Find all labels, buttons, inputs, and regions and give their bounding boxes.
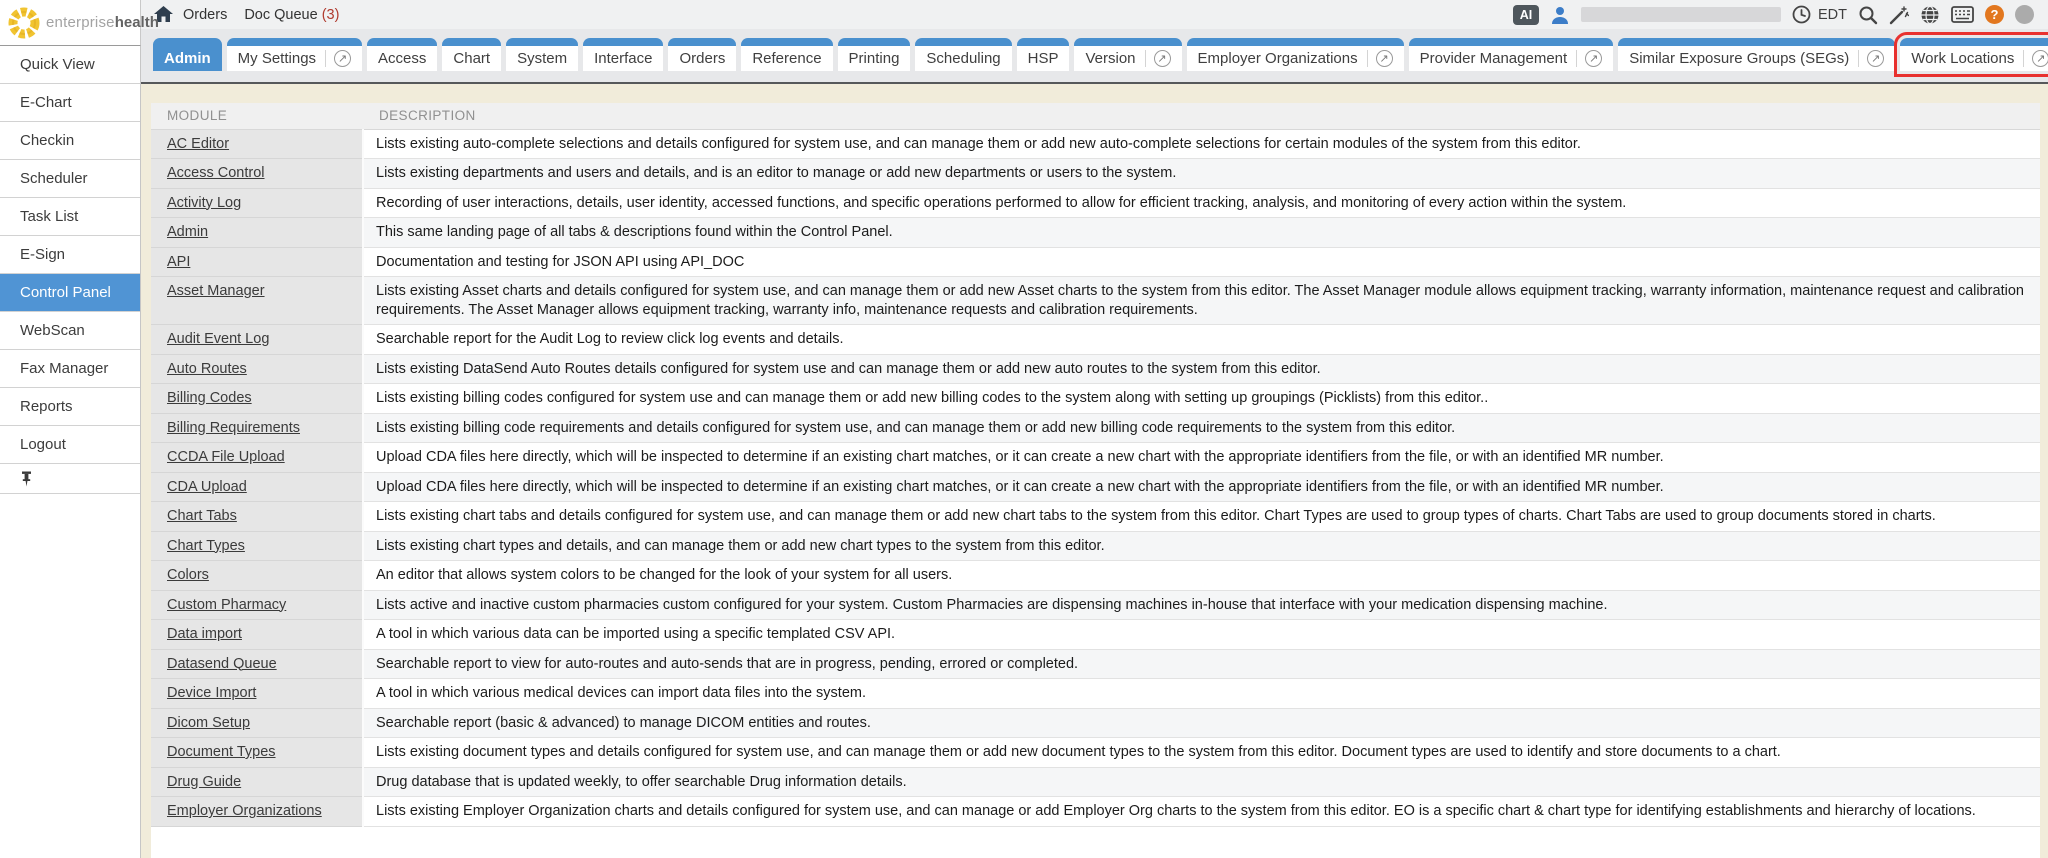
popout-arrow-icon[interactable]: ↗ <box>1376 50 1393 67</box>
table-header-row <box>151 103 2040 129</box>
module-description: Lists active and inactive custom pharmacies custom configured for your system. Custom Pharmacies are dispensing machines in-house that interface with your medication dispensing machine. <box>363 590 2040 620</box>
pin-icon <box>20 471 33 487</box>
module-cell <box>151 277 363 325</box>
clock-icon[interactable] <box>1792 5 1811 24</box>
tab-separator <box>1576 50 1577 67</box>
tab-reference[interactable] <box>741 38 832 71</box>
tab-label: Printing <box>848 50 900 67</box>
module-description: A tool in which various medical devices can import data files into the system. <box>363 679 2040 709</box>
module-description: Lists existing chart types and details, and can manage them or add new chart types to the system from this editor. <box>363 531 2040 561</box>
wand-icon[interactable] <box>1889 5 1909 25</box>
module-cell <box>151 413 363 443</box>
tab-version[interactable] <box>1074 38 1181 71</box>
keyboard-icon[interactable] <box>1951 6 1974 23</box>
module-description: Lists existing billing code requirements and details configured for system use, and can manage them or add new billing code requirements to the system from this editor. <box>363 413 2040 443</box>
table-row <box>151 384 2040 414</box>
table-row <box>151 708 2040 738</box>
sidebar-item-e-chart[interactable]: E-Chart <box>0 84 140 122</box>
main-content <box>141 84 2048 858</box>
table-row <box>151 679 2040 709</box>
table-row <box>151 531 2040 561</box>
column-header-description: DESCRIPTION <box>363 103 2040 129</box>
tab-label: Employer Organizations <box>1197 50 1358 67</box>
tab-label: Version <box>1085 50 1136 67</box>
table-row <box>151 649 2040 679</box>
module-link-colors[interactable]: Colors <box>167 567 209 583</box>
table-row <box>151 218 2040 248</box>
module-link-document-types[interactable]: Document Types <box>167 744 276 760</box>
sidebar-item-scheduler[interactable]: Scheduler <box>0 160 140 198</box>
module-table-wrap <box>151 103 2040 858</box>
table-row <box>151 590 2040 620</box>
module-cell <box>151 325 363 355</box>
tab-label: Interface <box>594 50 653 67</box>
tab-label: Admin <box>164 50 211 67</box>
tab-employer-organizations[interactable] <box>1187 38 1404 71</box>
table-row <box>151 738 2040 768</box>
module-description: An editor that allows system colors to be changed for the look of your system for all users. <box>363 561 2040 591</box>
timezone-label: EDT <box>1818 6 1847 23</box>
tab-label: Access <box>378 50 427 67</box>
help-icon[interactable]: ? <box>1985 5 2004 24</box>
user-name-blurred[interactable] <box>1581 7 1781 22</box>
module-link-asset-manager[interactable]: Asset Manager <box>167 283 265 299</box>
module-cell <box>151 354 363 384</box>
sidebar-item-control-panel[interactable]: Control Panel <box>0 274 140 312</box>
doc-queue-count-badge: (3) <box>317 6 340 23</box>
tab-similar-exposure-groups-segs[interactable] <box>1618 38 1895 71</box>
tab-scheduling[interactable] <box>915 38 1011 71</box>
tab-label: Provider Management <box>1419 50 1568 67</box>
enterprisehealth-logo-icon <box>7 6 41 40</box>
module-description: Lists existing departments and users and details, and is an editor to manage or add new departments or users to the system. <box>363 159 2040 189</box>
module-description: Lists existing DataSend Auto Routes details configured for system use and can manage them or add new auto routes to the system from this editor. <box>363 354 2040 384</box>
tab-label: My Settings <box>237 50 317 67</box>
module-cell <box>151 218 363 248</box>
sidebar-item-fax-manager[interactable]: Fax Manager <box>0 350 140 388</box>
module-cell <box>151 531 363 561</box>
module-link-chart-types[interactable]: Chart Types <box>167 537 245 554</box>
module-description: Searchable report (basic & advanced) to manage DICOM entities and routes. <box>363 708 2040 738</box>
top-bar <box>141 0 2048 29</box>
popout-arrow-icon[interactable]: ↗ <box>1867 50 1884 67</box>
tab-label: HSP <box>1027 50 1059 67</box>
module-link-audit-event-log[interactable]: Audit Event Log <box>167 331 270 347</box>
globe-icon[interactable] <box>1920 5 1940 25</box>
user-icon[interactable] <box>1550 5 1570 25</box>
sidebar-item-quick-view[interactable]: Quick View <box>0 46 140 84</box>
breadcrumb <box>183 7 339 23</box>
module-cell <box>151 649 363 679</box>
tab-chart[interactable] <box>442 38 501 71</box>
tab-printing[interactable] <box>838 38 911 71</box>
sidebar-pin-button[interactable] <box>0 464 140 494</box>
table-row <box>151 413 2040 443</box>
module-cell <box>151 129 363 159</box>
breadcrumb-label: Orders <box>183 6 228 23</box>
tab-label: Work Locations <box>1911 50 2015 67</box>
table-row <box>151 159 2040 189</box>
breadcrumb-item-doc-queue[interactable] <box>244 7 339 23</box>
tab-label: Scheduling <box>926 50 1001 67</box>
table-row <box>151 188 2040 218</box>
module-description: Documentation and testing for JSON API using API_DOC <box>363 247 2040 277</box>
module-link-drug-guide[interactable]: Drug Guide <box>167 773 242 790</box>
sidebar-item-webscan[interactable]: WebScan <box>0 312 140 350</box>
module-link-cda-upload[interactable]: CDA Upload <box>167 478 247 495</box>
tab-provider-management[interactable] <box>1409 38 1614 71</box>
module-link-dicom-setup[interactable]: Dicom Setup <box>167 714 251 731</box>
module-description: Searchable report for the Audit Log to review click log events and details. <box>363 325 2040 355</box>
sidebar-item-reports[interactable]: Reports <box>0 388 140 426</box>
module-description: Searchable report to view for auto-routes and auto-sends that are in progress, pending, errored or completed. <box>363 649 2040 679</box>
module-description: Lists existing document types and details configured for system use, and can manage them or add new document types to the system from this editor. Document types are used to identify and store documents to a chart. <box>363 738 2040 768</box>
popout-arrow-icon[interactable]: ↗ <box>334 50 351 67</box>
module-description: Lists existing Employer Organization charts and details configured for system use, and can manage or add Employer Org charts to the system from this editor. EO is a specific chart & chart type for identifying establishments and hierarchy of locations. <box>363 797 2040 827</box>
module-description: Upload CDA files here directly, which will be inspected to determine if an existing chart matches, or it can create a new chart with the appropriate identifiers from the file, or with an identified MR number. <box>363 472 2040 502</box>
table-row <box>151 325 2040 355</box>
module-description: Lists existing auto-complete selections and details configured for system use, and can manage them or add new auto-complete selections for certain modules of the system from this editor. <box>363 129 2040 159</box>
sidebar-item-logout[interactable]: Logout <box>0 426 140 464</box>
table-row <box>151 767 2040 797</box>
tab-system[interactable] <box>506 38 578 71</box>
table-row <box>151 797 2040 827</box>
brand-name-light: enterprise <box>46 13 115 31</box>
module-cell <box>151 159 363 189</box>
avatar[interactable] <box>2015 5 2034 24</box>
table-row <box>151 443 2040 473</box>
sidebar <box>0 46 141 858</box>
module-link-activity-log[interactable]: Activity Log <box>167 194 242 211</box>
search-icon[interactable] <box>1858 5 1878 25</box>
module-description: Drug database that is updated weekly, to offer searchable Drug information details. <box>363 767 2040 797</box>
module-description: This same landing page of all tabs & descriptions found within the Control Panel. <box>363 218 2040 248</box>
tab-hsp[interactable] <box>1017 38 1070 71</box>
ai-badge[interactable]: AI <box>1513 5 1539 25</box>
table-row <box>151 472 2040 502</box>
tab-separator <box>1858 50 1859 67</box>
sidebar-item-e-sign[interactable]: E-Sign <box>0 236 140 274</box>
module-link-admin[interactable]: Admin <box>167 224 209 240</box>
table-row <box>151 247 2040 277</box>
sidebar-items <box>0 46 140 464</box>
popout-arrow-icon[interactable]: ↗ <box>1585 50 1602 67</box>
module-table <box>151 103 2040 827</box>
tab-interface[interactable] <box>583 38 663 71</box>
module-cell <box>151 443 363 473</box>
tab-label: System <box>517 50 568 67</box>
sidebar-item-task-list[interactable]: Task List <box>0 198 140 236</box>
module-cell <box>151 620 363 650</box>
breadcrumb-label: Doc Queue <box>244 6 318 23</box>
module-description: Lists existing chart tabs and details configured for system use, and can manage them or add new chart tabs to the system from this editor. Chart Types are used to group types of charts. Chart Tabs are used to group documents stored in charts. <box>363 502 2040 532</box>
module-link-chart-tabs[interactable]: Chart Tabs <box>167 508 237 524</box>
table-row <box>151 354 2040 384</box>
brand-name-bold: health <box>114 13 159 31</box>
popout-arrow-icon[interactable]: ↗ <box>2032 50 2048 67</box>
brand-name <box>46 14 159 32</box>
module-link-ccda-file-upload[interactable]: CCDA File Upload <box>167 449 285 465</box>
table-row <box>151 561 2040 591</box>
tab-label: Reference <box>752 50 822 67</box>
breadcrumb-item-orders[interactable] <box>183 7 227 23</box>
table-row <box>151 502 2040 532</box>
module-cell <box>151 590 363 620</box>
module-link-device-import[interactable]: Device Import <box>167 685 257 701</box>
module-link-ac-editor[interactable]: AC Editor <box>167 135 230 152</box>
table-row <box>151 620 2040 650</box>
tab-admin[interactable] <box>153 38 222 71</box>
module-link-access-control[interactable]: Access Control <box>167 165 265 181</box>
table-row <box>151 129 2040 159</box>
tab-area <box>141 29 2048 82</box>
module-cell <box>151 738 363 768</box>
module-description: A tool in which various data can be imported using a specific templated CSV API. <box>363 620 2040 650</box>
table-row <box>151 277 2040 325</box>
module-link-datasend-queue[interactable]: Datasend Queue <box>167 655 277 672</box>
module-link-custom-pharmacy[interactable]: Custom Pharmacy <box>167 596 287 613</box>
tab-orders[interactable] <box>668 38 736 71</box>
tab-separator <box>325 50 326 67</box>
module-cell <box>151 384 363 414</box>
module-cell <box>151 679 363 709</box>
module-description: Lists existing Asset charts and details configured for system use, and can manage them or add new Asset charts to the system from this editor. The Asset Manager module allows equipment tracking, warranty information, maintenance request and calibration requirements. The Asset Manager allows equipment tracking, warranty info, maintenance requests and calibration requirements. <box>363 277 2040 325</box>
tab-separator <box>1367 50 1368 67</box>
module-description: Upload CDA files here directly, which will be inspected to determine if an existing chart matches, or it can create a new chart with the appropriate identifiers from the file, or with an identified MR number. <box>363 443 2040 473</box>
tab-work-locations[interactable] <box>1900 38 2048 71</box>
module-link-employer-organizations[interactable]: Employer Organizations <box>167 803 322 819</box>
module-link-data-import[interactable]: Data import <box>167 626 242 642</box>
popout-arrow-icon[interactable]: ↗ <box>1154 50 1171 67</box>
topbar-right-cluster <box>1513 5 2034 25</box>
module-link-billing-requirements[interactable]: Billing Requirements <box>167 419 300 436</box>
module-cell <box>151 708 363 738</box>
module-cell <box>151 188 363 218</box>
tab-my-settings[interactable] <box>227 38 362 71</box>
module-cell <box>151 502 363 532</box>
module-description: Recording of user interactions, details, user identity, accessed functions, and specific operations performed to allow for efficient tracking, analysis, and monitoring of every action within the system. <box>363 188 2040 218</box>
tab-label: Orders <box>679 50 726 67</box>
brand-logo-box <box>0 0 159 46</box>
module-cell <box>151 247 363 277</box>
module-link-billing-codes[interactable]: Billing Codes <box>167 390 252 406</box>
module-link-auto-routes[interactable]: Auto Routes <box>167 360 247 377</box>
module-cell <box>151 767 363 797</box>
module-description: Lists existing billing codes configured for system use and can manage them or add new billing codes to the system along with setting up groupings (Picklists) from this editor.. <box>363 384 2040 414</box>
module-table-body <box>151 129 2040 826</box>
tab-separator <box>2023 50 2024 67</box>
sidebar-item-checkin[interactable]: Checkin <box>0 122 140 160</box>
tab-separator <box>1145 50 1146 67</box>
module-link-api[interactable]: API <box>167 253 191 270</box>
tab-label: Chart <box>453 50 491 67</box>
tab-bar <box>141 29 2048 71</box>
module-cell <box>151 561 363 591</box>
column-header-module: MODULE <box>151 103 363 129</box>
tab-access[interactable] <box>367 38 437 71</box>
module-cell <box>151 472 363 502</box>
module-cell <box>151 797 363 827</box>
tab-label: Similar Exposure Groups (SEGs) <box>1629 50 1850 67</box>
